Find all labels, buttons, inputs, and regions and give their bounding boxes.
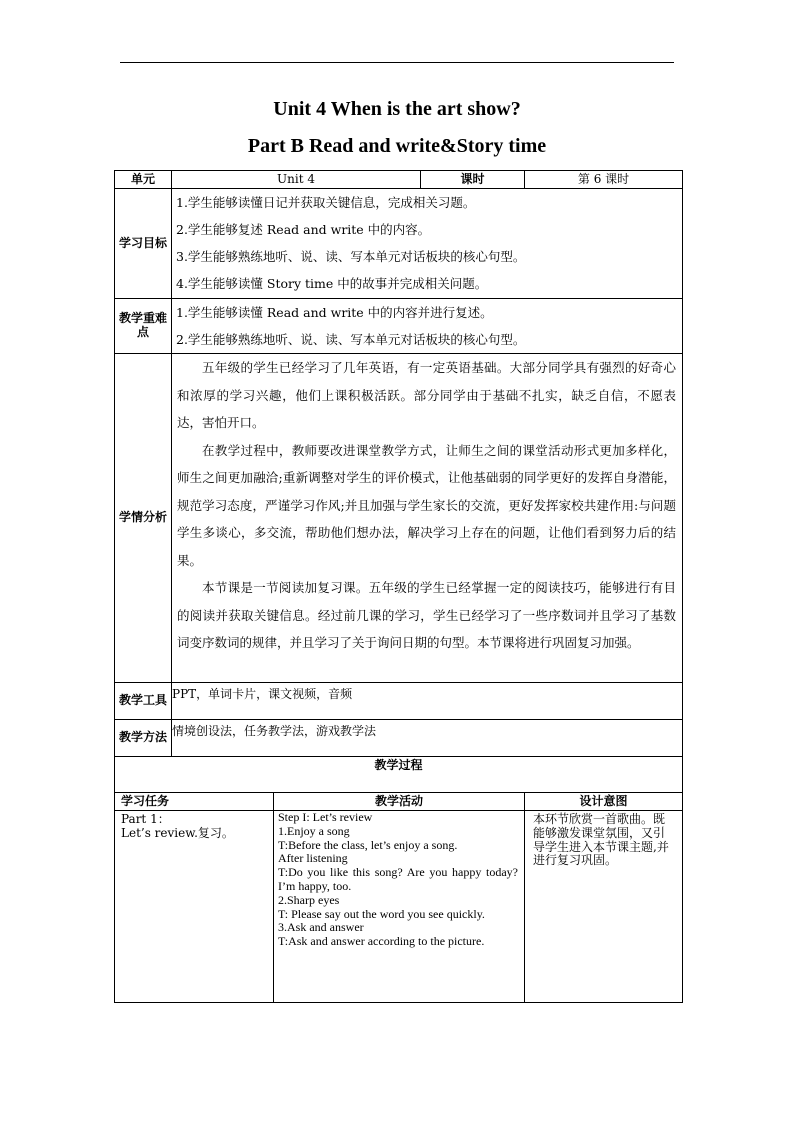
analysis-label: 学情分析 — [115, 354, 172, 683]
objective-item: 3.学生能够熟练地听、说、读、写本单元对话板块的核心句型。 — [176, 249, 526, 264]
unit-label: 单元 — [115, 171, 172, 189]
analysis-paragraph: 在教学过程中，教师要改进课堂教学方式，让师生之间的课堂活动形式更加多样化，师生之间更加融洽;重新调整对学生的评价模式，让他基础弱的同学更好的发挥自身潜能，规范学习态度，严谨学习作风;并且加强与学生家长的交流，更好发挥家校共建作用:与问题学生多谈心，多交流，帮助他们想办法，解决学习上存在的问题，让他们看到努力后的结果。 — [177, 442, 677, 568]
document-title: Unit 4 When is the art show? — [273, 98, 521, 120]
activity-line: 2.Sharp eyes — [278, 892, 340, 907]
objective-item: 1.学生能够读懂日记并获取关键信息，完成相关习题。 — [176, 195, 476, 210]
keypoint-item: 2.学生能够熟练地听、说、读、写本单元对话板块的核心句型。 — [176, 332, 526, 347]
activity-line: T: Please say out the word you see quickly. — [278, 906, 485, 921]
methods-value: 情境创设法，任务教学法，游戏教学法 — [172, 720, 683, 757]
task-line: Part 1： — [121, 812, 170, 826]
header-rule — [120, 62, 674, 63]
methods-row — [115, 720, 683, 757]
lesson-label: 课时 — [421, 171, 525, 189]
activity-line: After listening — [278, 851, 348, 866]
analysis-row — [115, 354, 683, 683]
process-step-row — [115, 811, 683, 1003]
activity-line: T:Ask and answer according to the picture. — [278, 934, 485, 949]
objectives-content — [172, 189, 683, 299]
keypoints-label: 教学重难点 — [115, 299, 172, 354]
document-subtitle: Part B Read and write&Story time — [247, 135, 547, 157]
design-column-header: 设计意图 — [525, 793, 683, 811]
activity-column-header: 教学活动 — [274, 793, 525, 811]
tools-value: PPT，单词卡片，课文视频，音频 — [172, 683, 683, 720]
process-row — [115, 757, 683, 793]
keypoint-item: 1.学生能够读懂 Read and write 中的内容并进行复述。 — [176, 305, 493, 320]
analysis-content — [172, 354, 683, 683]
keypoints-row — [115, 299, 683, 354]
objectives-row — [115, 189, 683, 299]
keypoints-content — [172, 299, 683, 354]
process-heading: 教学过程 — [115, 757, 683, 793]
tools-row — [115, 683, 683, 720]
activity-line: 1.Enjoy a song — [278, 823, 350, 838]
methods-label: 教学方法 — [115, 720, 172, 757]
task-cell — [115, 811, 274, 1003]
design-cell: 本环节欣赏一首歌曲。既能够激发课堂氛围，又引导学生进入本节课主题,并进行复习巩固。 — [525, 811, 683, 1003]
task-column-header: 学习任务 — [115, 793, 274, 811]
objectives-label: 学习目标 — [115, 189, 172, 299]
process-header-row — [115, 793, 683, 811]
objective-item: 4.学生能够读懂 Story time 中的故事并完成相关问题。 — [176, 276, 488, 291]
objective-item: 2.学生能够复述 Read and write 中的内容。 — [176, 222, 431, 237]
activity-line: T:Do you like this song? Are you happy today?I’m happy, too. — [278, 865, 519, 893]
task-line: Let’s review.复习。 — [121, 825, 234, 840]
unit-row — [115, 171, 683, 189]
lesson-plan-table — [114, 170, 683, 1003]
activity-line: T:Before the class, let’s enjoy a song. — [278, 837, 458, 852]
activity-cell — [274, 811, 525, 1003]
activity-line: Step I: Let’s review — [278, 810, 373, 824]
analysis-paragraph: 五年级的学生已经学习了几年英语，有一定英语基础。大部分同学具有强烈的好奇心和浓厚的学习兴趣，他们上课积极活跃。部分同学由于基础不扎实，缺乏自信，不愿表达，害怕开口。 — [177, 360, 677, 430]
unit-value: Unit 4 — [172, 171, 421, 189]
lesson-value: 第 6 课时 — [525, 171, 683, 189]
activity-line: 3.Ask and answer — [278, 920, 364, 935]
tools-label: 教学工具 — [115, 683, 172, 720]
analysis-paragraph: 本节课是一节阅读加复习课。五年级的学生已经掌握一定的阅读技巧，能够进行有目的阅读并获取关键信息。经过前几课的学习，学生已经学习了一些序数词并且学习了基数词变序数词的规律，并且学习了关于询问日期的句型。本节课将进行巩固复习加强。 — [177, 580, 677, 650]
